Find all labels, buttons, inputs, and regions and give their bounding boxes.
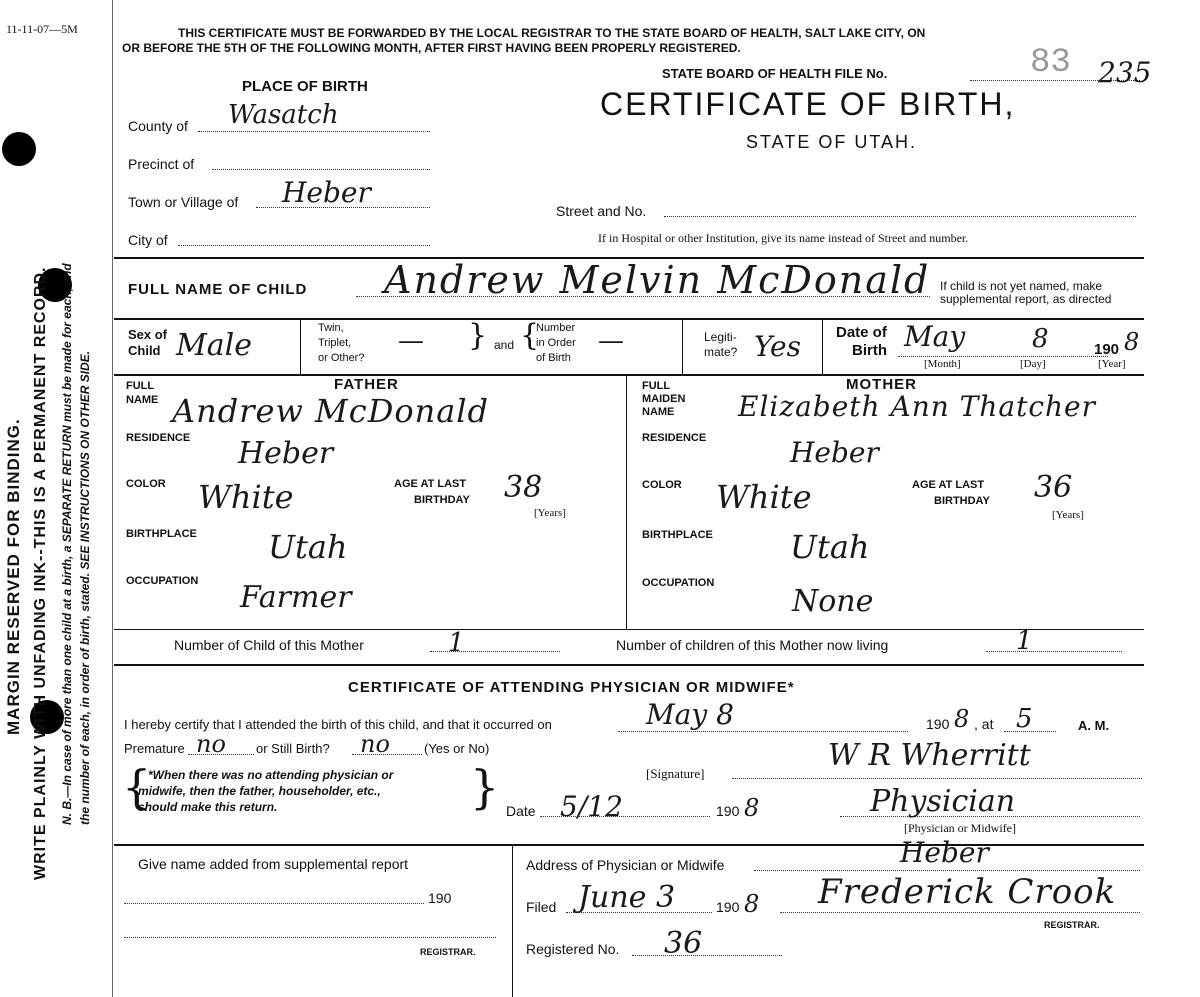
certify-date: May 8 [646, 698, 734, 731]
hospital-note: If in Hospital or other Institution, give its name instead of Street and number. [598, 231, 969, 245]
father-heading: FATHER [334, 376, 399, 393]
form-code: 11-11-07—5M [6, 22, 78, 36]
dob-label-2: Birth [852, 342, 887, 359]
order-label-2: in Order [536, 337, 576, 349]
living-value: 1 [1016, 626, 1033, 656]
stillbirth-label: or Still Birth? [256, 741, 330, 756]
brace-order: { [520, 318, 540, 353]
order-label-1: Number [536, 322, 576, 334]
county-label: County of [128, 118, 188, 134]
filed-registrar-label: REGISTRAR. [1044, 920, 1100, 930]
file-no-handwritten: 235 [1098, 56, 1152, 89]
father-birthplace-label: BIRTHPLACE [126, 528, 197, 540]
twin-label-1: Twin, [318, 322, 344, 334]
signature-value: W R Wherritt [828, 738, 1031, 773]
brace-note-right: } [470, 760, 500, 814]
permanent-record-text: WRITE PLAINLY WITH UNFADING INK--THIS IS A PERMANENT RECORD. [32, 266, 49, 880]
city-label: City of [128, 232, 168, 248]
mother-occupation-label: OCCUPATION [642, 577, 715, 589]
mother-color: White [716, 478, 812, 516]
child-number-value: 1 [448, 628, 465, 658]
stillbirth-value: no [360, 730, 390, 758]
dob-day: 8 [1032, 324, 1049, 354]
order-divider [682, 318, 683, 374]
father-occupation: Farmer [240, 580, 352, 615]
star-note-2: midwife, then the father, householder, etc., [138, 784, 381, 798]
twin-value: — [398, 326, 424, 356]
county-value: Wasatch [228, 100, 339, 130]
living-line [986, 651, 1122, 652]
mother-residence-label: RESIDENCE [642, 432, 707, 444]
child-name-value: Andrew Melvin McDonald [384, 258, 931, 302]
am-label: A. M. [1078, 718, 1110, 733]
multiple-birth-note: N. B.—In case of more than one child at a birth, a SEPARATE RETURN must be made for each, and [60, 263, 74, 825]
child-name-label: FULL NAME OF CHILD [128, 281, 308, 298]
certify-date-line [618, 731, 908, 732]
filed-year-digit: 8 [744, 890, 760, 918]
twin-label-2: Triplet, [318, 337, 352, 349]
mother-years-caption: [Years] [1052, 509, 1084, 521]
divider-after-dob [114, 374, 1144, 376]
filed-year-prefix: 190 [716, 899, 740, 915]
physician-heading: CERTIFICATE OF ATTENDING PHYSICIAN OR MIDWIFE* [348, 679, 795, 696]
premature-label: Premature [124, 741, 185, 756]
header-notice-line1: THIS CERTIFICATE MUST BE FORWARDED BY THE LOCAL REGISTRAR TO THE STATE BOARD OF HEALTH, SALT LAKE CITY, ON [178, 26, 926, 40]
father-age-label-2: BIRTHDAY [414, 494, 470, 506]
state-subtitle: STATE OF UTAH. [746, 132, 917, 152]
child-name-note-1: If child is not yet named, make [940, 279, 1103, 293]
dob-line [898, 356, 1108, 357]
premature-value: no [196, 730, 226, 758]
sex-label-1: Sex of [128, 327, 168, 342]
supp-year-prefix: 190 [428, 890, 452, 906]
registrar-divider [512, 844, 513, 997]
child-name-note-2: supplemental report, as directed [940, 292, 1112, 306]
mother-residence: Heber [790, 436, 879, 469]
sex-label-2: Child [128, 343, 161, 358]
county-line [198, 131, 430, 132]
mother-full-label: FULL [642, 380, 671, 392]
father-age-label-1: AGE AT LAST [394, 478, 467, 490]
filed-registrar-line [780, 912, 1140, 913]
address-value: Heber [900, 836, 989, 869]
registered-value: 36 [664, 926, 703, 961]
street-line [664, 216, 1136, 217]
binding-margin-line [112, 0, 113, 997]
child-number-label: Number of Child of this Mother [174, 637, 364, 653]
brace-twin: } [468, 318, 488, 353]
mother-heading: MOTHER [846, 376, 917, 393]
mother-color-label: COLOR [642, 479, 682, 491]
father-name: Andrew McDonald [172, 392, 490, 430]
order-value: — [598, 326, 624, 356]
divider-before-physician [114, 664, 1144, 666]
dob-year-digit: 8 [1124, 328, 1140, 356]
address-label: Address of Physician or Midwife [526, 857, 725, 873]
father-years-caption: [Years] [534, 507, 566, 519]
signature-caption: [Signature] [646, 766, 705, 781]
mother-birthplace-label: BIRTHPLACE [642, 529, 713, 541]
certify-time: 5 [1016, 704, 1033, 734]
legit-label-2: mate? [704, 345, 738, 359]
legit-value: Yes [754, 330, 801, 363]
street-label: Street and No. [556, 203, 647, 219]
yes-or-no-label: (Yes or No) [424, 741, 490, 756]
mother-age-label-1: AGE AT LAST [912, 479, 985, 491]
physician-value: Physician [870, 784, 1016, 819]
sex-value: Male [176, 328, 252, 363]
file-no-label: STATE BOARD OF HEALTH FILE No. [662, 66, 888, 81]
and-label: and [494, 338, 515, 352]
certify-year-digit: 8 [954, 705, 970, 733]
father-occupation-label: OCCUPATION [126, 575, 199, 587]
date-year-prefix: 190 [716, 803, 740, 819]
certificate-title: CERTIFICATE OF BIRTH, [600, 86, 1016, 122]
twin-label-3: or Other? [318, 352, 365, 364]
legit-divider [822, 318, 823, 374]
signature-line [732, 778, 1142, 779]
filed-signature: Frederick Crook [818, 872, 1117, 912]
precinct-label: Precinct of [128, 156, 195, 172]
mother-name-label: NAME [642, 406, 675, 418]
father-color-label: COLOR [126, 478, 166, 490]
father-birthplace: Utah [268, 528, 348, 566]
supplemental-line [124, 903, 424, 904]
father-full-label: FULL [126, 380, 155, 392]
father-name-label: NAME [126, 394, 159, 406]
file-no-stamp: 83 [1030, 44, 1071, 82]
physician-caption: [Physician or Midwife] [904, 821, 1016, 835]
registered-label: Registered No. [526, 941, 620, 957]
punch-hole-top [2, 132, 36, 166]
mother-occupation: None [792, 584, 874, 619]
header-notice-line2: OR BEFORE THE 5TH OF THE FOLLOWING MONTH, AFTER FIRST HAVING BEEN PROPERLY REGISTERED. [122, 41, 741, 55]
divider-before-registrar [114, 844, 1144, 846]
mother-age-label-2: BIRTHDAY [934, 495, 990, 507]
mother-age: 36 [1034, 470, 1073, 505]
precinct-line [212, 169, 430, 170]
address-line [754, 870, 1140, 871]
margin-reserved-text: MARGIN RESERVED FOR BINDING. [4, 418, 23, 735]
living-label: Number of children of this Mother now living [616, 637, 889, 653]
town-label: Town or Village of [128, 194, 239, 210]
mother-name: Elizabeth Ann Thatcher [738, 390, 1096, 423]
month-caption: [Month] [924, 358, 961, 370]
order-label-3: of Birth [536, 352, 571, 364]
mother-birthplace: Utah [790, 528, 870, 566]
star-note-1: *When there was no attending physician or [148, 768, 394, 782]
supplemental-registrar-line [124, 937, 496, 938]
day-caption: [Day] [1020, 358, 1046, 370]
divider-after-name [114, 318, 1144, 320]
divider-after-parents [114, 629, 1144, 630]
mother-maiden-label: MAIDEN [642, 393, 686, 405]
father-residence: Heber [238, 436, 334, 471]
legit-label-1: Legiti- [704, 330, 737, 344]
city-line [178, 245, 430, 246]
supplemental-label: Give name added from supplemental report [138, 856, 409, 872]
dob-month: May [904, 320, 966, 353]
registered-line [632, 955, 782, 956]
father-color: White [198, 478, 294, 516]
certify-year-prefix: 190 [926, 716, 950, 732]
filed-value: June 3 [578, 880, 676, 915]
town-value: Heber [282, 176, 371, 209]
certify-text: I hereby certify that I attended the birth of this child, and that it occurred on [124, 717, 552, 732]
instructions-note: the number of each, in order of birth, stated. SEE INSTRUCTIONS ON OTHER SIDE. [78, 350, 92, 825]
place-of-birth-heading: PLACE OF BIRTH [242, 78, 368, 95]
date-label: Date [506, 803, 536, 819]
date-year-digit: 8 [744, 794, 760, 822]
filed-label: Filed [526, 899, 557, 915]
father-age: 38 [504, 470, 543, 505]
at-label: , at [974, 716, 994, 732]
father-residence-label: RESIDENCE [126, 432, 191, 444]
sex-divider [300, 318, 301, 374]
dob-label-1: Date of [836, 324, 887, 341]
star-note-3: should make this return. [138, 800, 278, 814]
dob-year-prefix: 190 [1094, 341, 1120, 358]
supp-registrar-label: REGISTRAR. [420, 947, 476, 957]
brace-note-left: { [122, 760, 152, 814]
parents-divider [626, 374, 627, 630]
year-caption: [Year] [1098, 358, 1126, 370]
date-value: 5/12 [560, 790, 623, 823]
